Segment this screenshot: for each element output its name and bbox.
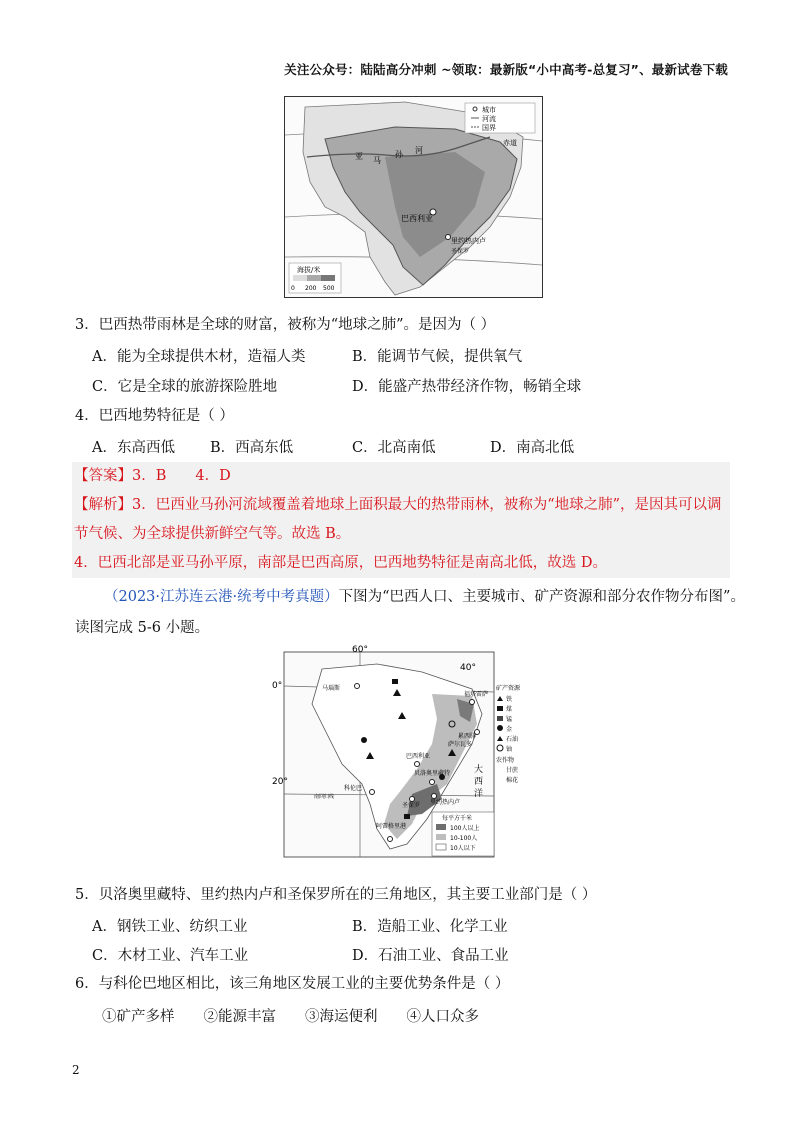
svg-text:矿产资源: 矿产资源 [496,685,521,692]
svg-text:200: 200 [305,285,317,292]
brasilia-label: 巴西利亚 [401,214,433,223]
svg-text:500: 500 [323,285,335,292]
svg-text:福塔雷萨: 福塔雷萨 [464,691,489,698]
svg-text:萨尔瓦多: 萨尔瓦多 [448,741,473,748]
rio-label: 里约热内卢 [451,237,486,245]
q4-option-d[interactable]: D．南高北低 [490,440,575,456]
svg-text:河: 河 [415,146,423,155]
q5-option-c[interactable]: C．木材工业、汽车工业 [92,948,249,964]
svg-text:10-100人: 10-100人 [450,835,478,842]
q3-option-c[interactable]: C．它是全球的旅游探险胜地 [92,379,278,395]
svg-text:科伦巴: 科伦巴 [344,785,363,792]
answer-explanation [72,462,730,578]
svg-text:累西腓: 累西腓 [458,733,477,740]
svg-text:巴西利亚: 巴西利亚 [406,753,431,760]
svg-text:煤: 煤 [506,706,513,713]
answer-line: 【答案】3．B 4．D [74,468,231,484]
q4-option-c[interactable]: C．北高南低 [352,440,436,456]
svg-text:亚: 亚 [355,152,363,161]
q6-stem: 6．与科伦巴地区相比，该三角地区发展工业的主要优势条件是（ ） [75,976,510,992]
analysis-line: 【解析】3．巴西业马孙河流域覆盖着地球上面积最大的热带雨林，被称为“地球之肺”，是因其可以调 [74,497,722,513]
brazil-terrain-map [284,96,543,298]
q4-option-a[interactable]: A．东高西低 [92,440,175,456]
svg-text:每平方千米: 每平方千米 [442,815,473,822]
svg-text:洋: 洋 [474,789,484,799]
svg-text:100人以上: 100人以上 [450,825,480,832]
svg-text:40°: 40° [460,663,476,673]
svg-text:铀: 铀 [506,746,513,753]
svg-text:锰: 锰 [506,716,513,723]
svg-text:阿雷格里港: 阿雷格里港 [376,823,407,830]
svg-text:大: 大 [474,765,484,775]
q4-stem: 4．巴西地势特征是（ ） [75,408,234,424]
q3-stem: 3．巴西热带雨林是全球的财富，被称为“地球之肺”。是因为（ ） [75,317,496,333]
question-intro-line2: 读图完成 5-6 小题。 [75,620,210,636]
svg-text:农作物: 农作物 [496,757,515,764]
page-number: 2 [72,1063,80,1077]
svg-text:南回归线: 南回归线 [314,794,335,800]
svg-text:西: 西 [474,777,484,787]
analysis-line: 节气候、为全球提供新鲜空气等。故选 B。 [74,526,351,542]
question-source: （2023·江苏连云港·统考中考真题） [104,589,339,605]
svg-text:马: 马 [373,156,381,165]
q3-option-b[interactable]: B．能调节气候，提供氧气 [352,349,523,365]
q5-option-d[interactable]: D．石油工业、食品工业 [352,948,509,964]
svg-text:里约热内卢: 里约热内卢 [430,799,461,806]
q6-options[interactable]: ①矿产多样 ②能源丰富 ③海运便利 ④人口众多 [102,1009,479,1025]
q5-option-a[interactable]: A．钢铁工业、纺织工业 [92,919,248,935]
question-intro: （2023·江苏连云港·统考中考真题）下图为“巴西人口、主要城市、矿产资源和部分农作物分布图”。 [104,589,745,605]
equator-label: 赤道 [503,139,517,147]
svg-text:10人以下: 10人以下 [450,845,476,852]
svg-text:贝洛奥里藏特: 贝洛奥里藏特 [414,770,451,777]
analysis-line: 4．巴西北部是亚马孙平原，南部是巴西高原，巴西地势特征是南高北低，故选 D。 [74,555,607,571]
svg-text:60°: 60° [352,645,368,655]
sp-label: 圣保罗 [451,248,470,255]
legend-border: 国界 [482,124,496,132]
svg-text:海拔/米: 海拔/米 [297,266,321,274]
svg-text:0: 0 [291,285,295,292]
brazil-population-map [272,644,530,862]
legend-city: 城市 [482,106,496,114]
svg-text:马瑙斯: 马瑙斯 [322,685,341,692]
svg-text:金: 金 [506,726,513,733]
q5-stem: 5．贝洛奥里藏特、里约热内卢和圣保罗所在的三角地区，其主要工业部门是（ ） [75,887,597,903]
q4-option-b[interactable]: B．西高东低 [210,440,294,456]
svg-text:20°: 20° [272,777,288,787]
svg-text:圣保罗: 圣保罗 [402,802,421,809]
header-note: 关注公众号：陆陆高分冲刺 ~领取：最新版“小中高考-总复习”、最新试卷下载 [284,62,728,77]
legend-river: 河流 [482,115,496,123]
svg-text:铁: 铁 [506,696,513,703]
svg-text:0°: 0° [272,681,283,691]
q3-option-d[interactable]: D．能盛产热带经济作物，畅销全球 [352,379,582,395]
q3-option-a[interactable]: A．能为全球提供木材，造福人类 [92,349,306,365]
svg-text:棉花: 棉花 [506,777,519,784]
svg-text:石油: 石油 [506,736,519,743]
svg-text:孙: 孙 [395,150,403,159]
q5-option-b[interactable]: B．造船工业、化学工业 [352,919,508,935]
svg-text:甘蔗: 甘蔗 [506,767,519,774]
